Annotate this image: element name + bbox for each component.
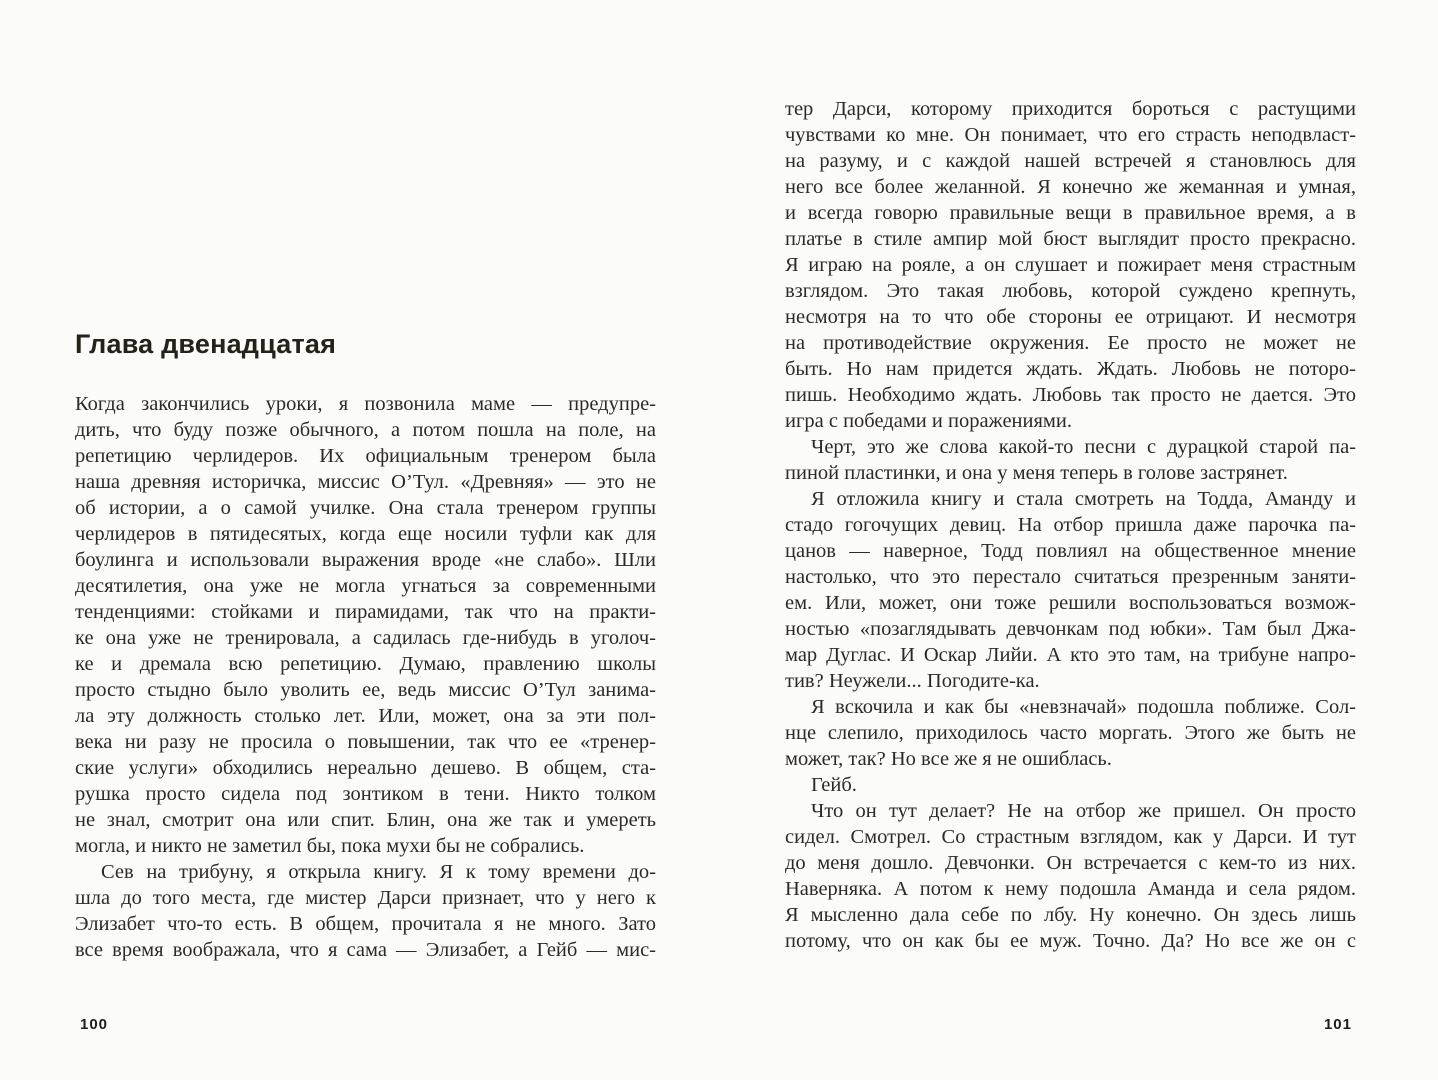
text-line: ке и дремала всю репетицию. Думаю, правлению школы [75, 653, 656, 675]
text-line: десятилетия, она уже не могла угнаться за современными [75, 575, 656, 597]
text-line: пиной пластинки, и она у меня теперь в голове застрянет. [785, 462, 1288, 484]
text-line: рушка просто сидела под зонтиком в тени. Никто толком [75, 783, 656, 805]
text-line: и всегда говорю правильные вещи в правильное время, а в [785, 202, 1356, 224]
text-line: на разуму, и с каждой нашей встречей я становлюсь для [785, 150, 1356, 172]
text-line: Сев на трибуну, я открыла книгу. Я к тому времени до- [101, 861, 656, 883]
text-line: не знал, смотрит она или спит. Блин, она же так и умереть [75, 809, 656, 831]
text-line: века ни разу не просила о повышении, так что ее «тренер- [75, 731, 656, 753]
text-line: репетицию черлидеров. Их официальным тренером была [75, 445, 656, 467]
page-right-text [785, 96, 1356, 954]
text-line: ем. Или, может, они тоже решили воспользоваться возмож- [785, 592, 1356, 614]
text-line: может, так? Но все же я не ошиблась. [785, 748, 1112, 770]
text-line: Гейб. [811, 774, 857, 796]
text-line: могла, и никто не заметил бы, пока мухи бы не собрались. [75, 835, 585, 857]
text-line: Я отложила книгу и стала смотреть на Тодда, Аманду и [811, 488, 1356, 510]
text-line: боулинга и использовали выражения вроде «не слабо». Шли [75, 549, 656, 571]
page-number-right: 101 [1323, 1016, 1352, 1033]
text-line: Я мысленно дала себе по лбу. Ну конечно. Он здесь лишь [785, 904, 1356, 926]
text-line: ке она уже не тренировала, а садилась где-нибудь в уголоч- [75, 627, 656, 649]
text-line: на противодействие окружения. Ее просто не может не [785, 332, 1356, 354]
text-line: него все более желанной. Я конечно же жеманная и умная, [785, 176, 1356, 198]
chapter-heading: Глава двенадцатая [75, 329, 337, 359]
text-line: нце слепило, приходилось часто моргать. Этого же быть не [785, 722, 1356, 744]
text-line: ские услуги» обходились нереально дешево. В общем, ста- [75, 757, 656, 779]
text-line: несмотря на то что обе стороны ее отрицают. И несмотря [785, 306, 1356, 328]
page-number-left: 100 [80, 1016, 109, 1033]
text-line: чувствами ко мне. Он понимает, что его страсть неподвласт- [785, 124, 1356, 146]
text-line: тив? Неужели... Погодите-ка. [785, 670, 1040, 692]
text-line: до меня дошло. Девчонки. Он встречается с кем-то из них. [785, 852, 1356, 874]
text-line: Наверняка. А потом к нему подошла Аманда и села рядом. [785, 878, 1356, 900]
text-line: быть. Но нам придется ждать. Ждать. Любовь не поторо- [785, 358, 1356, 380]
text-line: просто стыдно было уволить ее, ведь миссис О’Тул занима- [75, 679, 656, 701]
text-line: черлидеров в пятидесятых, когда еще носили туфли как для [75, 523, 656, 545]
text-line: взглядом. Это такая любовь, которой суждено крепнуть, [785, 280, 1356, 302]
text-line: мар Дуглас. И Оскар Лийи. А кто это там, на трибуне напро- [785, 644, 1356, 666]
text-line: настолько, что это перестало считаться презренным заняти- [785, 566, 1356, 588]
text-line: Я играю на рояле, а он слушает и пожирает меня страстным [785, 254, 1356, 276]
text-line: Элизабет что-то есть. В общем, прочитала я не много. Зато [75, 913, 656, 935]
text-line: шла до того места, где мистер Дарси признает, что у него к [75, 887, 656, 909]
text-line: об истории, а о самой училке. Она стала тренером группы [75, 497, 656, 519]
text-line: пишь. Необходимо ждать. Любовь так просто не дается. Это [785, 384, 1356, 406]
text-line: Что он тут делает? Не на отбор же пришел. Он просто [811, 800, 1356, 822]
text-line: все время воображала, что я сама — Элизабет, а Гейб — мис- [75, 939, 656, 961]
text-line: игра с победами и поражениями. [785, 410, 1072, 432]
text-line: потому, что он как бы ее муж. Точно. Да? Но все же он с [785, 930, 1356, 952]
text-line: стадо гогочущих девиц. На отбор пришла даже парочка па- [785, 514, 1356, 536]
text-line: тенденциями: стойками и пирамидами, так что на практи- [75, 601, 656, 623]
text-line: ла эту должность столько лет. Или, может, она за эти пол- [75, 705, 656, 727]
text-line: дить, что буду позже обычного, а потом пошла на поле, на [75, 419, 656, 441]
text-line: Черт, это же слова какой-то песни с дурацкой старой па- [811, 436, 1356, 458]
text-line: наша древняя историчка, миссис О’Тул. «Древняя» — это не [75, 471, 656, 493]
text-line: тер Дарси, которому приходится бороться с растущими [785, 98, 1356, 120]
text-line: платье в стиле ампир мой бюст выглядит просто прекрасно. [785, 228, 1356, 250]
text-line: Когда закончились уроки, я позвонила маме — предупре- [75, 393, 656, 415]
text-line: Я вскочила и как бы «невзначай» подошла поближе. Сол- [811, 696, 1356, 718]
text-line: ностью «позаглядывать девчонкам под юбки». Там был Джа- [785, 618, 1356, 640]
text-line: сидел. Смотрел. Со страстным взглядом, как у Дарси. И тут [785, 826, 1356, 848]
page-left-text [75, 391, 656, 963]
text-line: цанов — наверное, Тодд повлиял на общественное мнение [785, 540, 1356, 562]
